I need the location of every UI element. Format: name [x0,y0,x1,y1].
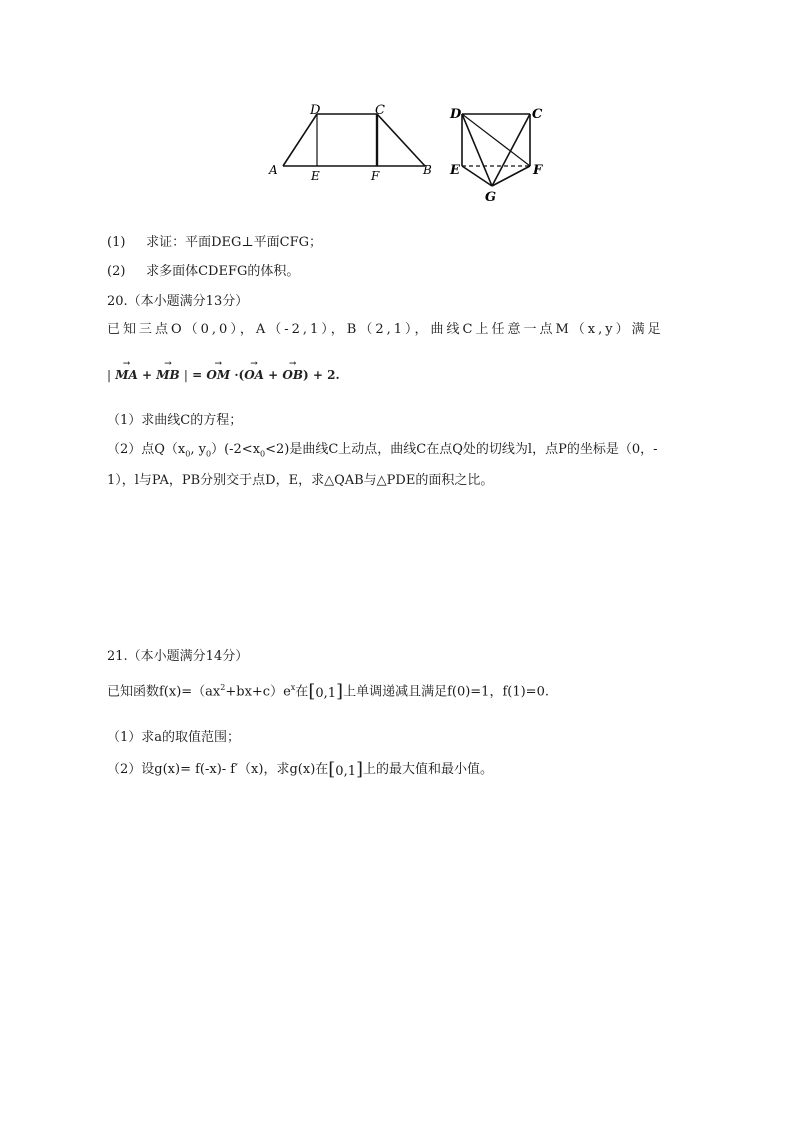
interval-value: 0,1 [335,764,356,779]
q21-statement [107,678,549,704]
q21-stmt-a: 已知函数f(x)=（ax [107,684,221,700]
label-right-E: E [450,163,460,178]
q21-stmt-b: +bx+c）e [225,684,291,700]
vec-abs-open: | [107,368,112,382]
label-right-F: F [533,163,543,178]
vec-equals: = [192,368,203,382]
label-left-D: D [310,103,321,118]
edge-CB [377,114,425,166]
subscript-0: 0 [185,449,191,459]
q19-part2 [107,262,299,282]
vec-plus-1: + [142,368,153,382]
label-left-B: B [423,163,432,177]
vec-abs-close: | [183,368,188,382]
q20-vector-equation [107,368,340,382]
edge-AD [283,114,317,166]
q20-heading: 20.（本小题满分13分） [107,294,249,309]
interval-value: 0,1 [315,686,337,702]
label-left-A: A [269,163,278,177]
q21-part2-a: （2）设g(x)= f(-x)- f′（x)，求g(x)在 [107,762,329,777]
vec-OA: → OA [244,368,264,382]
superscript-2: 2 [220,683,226,692]
q21-part2-b: 上的最大值和最小值。 [363,762,494,777]
q20-part2-b: , y [190,442,206,457]
q20-part2-a: （2）点Q（x [107,442,186,457]
label-right-G: G [485,190,497,205]
vec-plus-2: + [268,368,279,382]
q21-part1: （1）求a的取值范围； [107,730,241,745]
label-left-C: C [375,103,385,118]
q19-part1 [107,233,322,253]
geometry-figure [265,100,565,210]
label-left-F: F [371,169,380,183]
polyhedron-figure [462,114,530,186]
q19-part1-num: (1) [107,235,126,250]
label-right-D: D [450,107,462,122]
q21-heading: 21.（本小题满分14分） [107,649,249,664]
vec-MB: → MB [156,368,179,382]
q20-statement: 已知三点O（0,0），A（-2,1），B（2,1），曲线C上任意一点M（x,y）满足 [107,322,664,337]
q21-stmt-d: 上单调递减且满足f(0)=1，f(1)=0. [343,684,549,700]
label-left-E: E [311,169,320,183]
q21-part2 [107,760,493,782]
subscript-0: 0 [260,449,266,459]
vec-tail: + 2. [312,368,340,382]
vec-rparen: ) [303,368,309,382]
q21-stmt-c: 在 [295,684,309,700]
vec-OB: → OB [282,368,303,382]
interval-bracket: [0,1] [328,759,364,780]
vec-MA: → MA [115,368,138,382]
q20-part1: （1）求曲线C的方程； [107,413,243,428]
superscript-x: x [290,683,296,692]
vec-lparen: ( [238,368,245,382]
q20-part2-d: <2)是曲线C上动点，曲线C在点Q处的切线为l，点P的坐标是（0，- [265,442,658,457]
vec-dot: · [234,368,239,382]
q19-part2-num: (2) [107,264,126,279]
q19-part2-text: 求多面体CDEFG的体积。 [146,264,300,279]
subscript-0: 0 [205,449,212,459]
q19-part1-text: 求证：平面DEG⊥平面CFG； [146,235,322,250]
vec-OM: → OM [206,368,230,382]
interval-bracket: [0,1] [308,681,344,703]
q20-part2-line2: 1），l与PA，PB分别交于点D，E，求△QAB与△PDE的面积之比。 [107,473,494,488]
trapezoid-figure [283,114,425,166]
q20-part2-line1 [107,440,657,465]
q20-part2-c: ）(-2<x [211,442,261,457]
label-right-C: C [532,107,543,122]
